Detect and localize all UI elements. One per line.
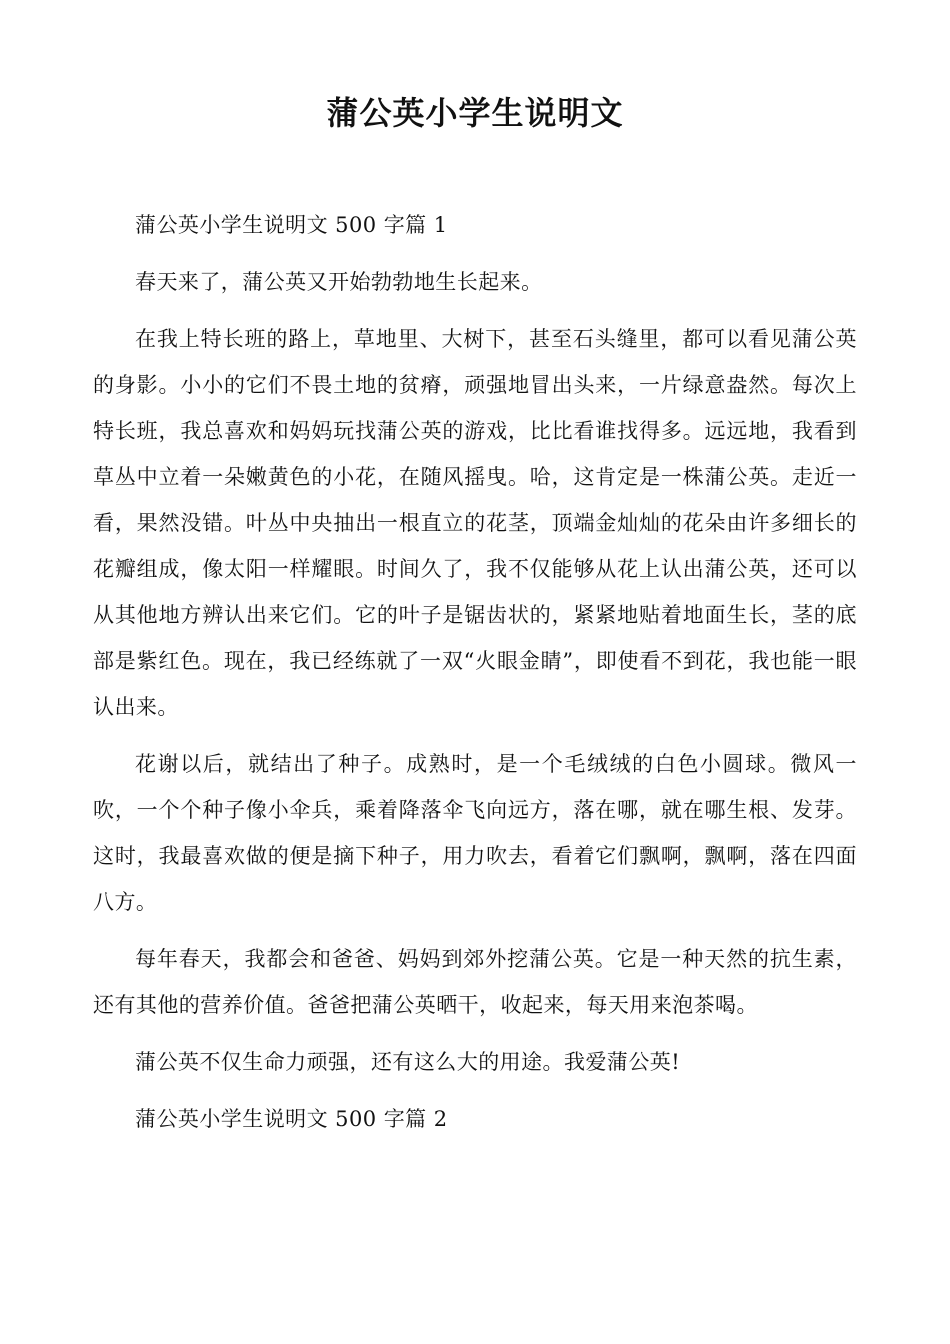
paragraph-seeds: 花谢以后，就结出了种子。成熟时，是一个毛绒绒的白色小圆球。微风一吹，一个个种子像小伞兵，乘着降落伞飞向远方，落在哪，就在哪生根、发芽。这时，我最喜欢做的便是摘下种子，用力吹去，看着它们飘啊，飘啊，落在四面八方。	[93, 752, 857, 914]
document-title: 蒲公英小学生说明文	[326, 94, 624, 132]
paragraph-conclusion: 蒲公英不仅生命力顽强，还有这么大的用途。我爱蒲公英!	[135, 1050, 681, 1074]
paragraph-recognition: 在我上特长班的路上，草地里、大树下，甚至石头缝里，都可以看见蒲公英的身影。小小的它们不畏土地的贫瘠，顽强地冒出头来，一片绿意盎然。每次上特长班，我总喜欢和妈妈玩找蒲公英的游戏，比比看谁找得多。远远地，我看到草丛中立着一朵嫩黄色的小花，在随风摇曳。哈，这肯定是一株蒲公英。走近一看，果然没错。叶丛中央抽出一根直立的花茎，顶端金灿灿的花朵由许多细长的花瓣组成，像太阳一样耀眼。时间久了，我不仅能够从花上认出蒲公英，还可以从其他地方辨认出来它们。它的叶子是锯齿状的，紧紧地贴着地面生长，茎的底部是紫红色。现在，我已经练就了一双“火眼金睛”，即使看不到花，我也能一眼认出来。	[93, 327, 857, 719]
section-heading-1: 蒲公英小学生说明文 500 字篇 1	[135, 213, 448, 237]
section-heading-2: 蒲公英小学生说明文 500 字篇 2	[135, 1107, 448, 1131]
document-body	[93, 202, 857, 1153]
paragraph-uses: 每年春天，我都会和爸爸、妈妈到郊外挖蒲公英。它是一种天然的抗生素，还有其他的营养价值。爸爸把蒲公英晒干，收起来，每天用来泡茶喝。	[93, 947, 857, 1017]
paragraph-intro: 春天来了，蒲公英又开始勃勃地生长起来。	[135, 270, 543, 294]
